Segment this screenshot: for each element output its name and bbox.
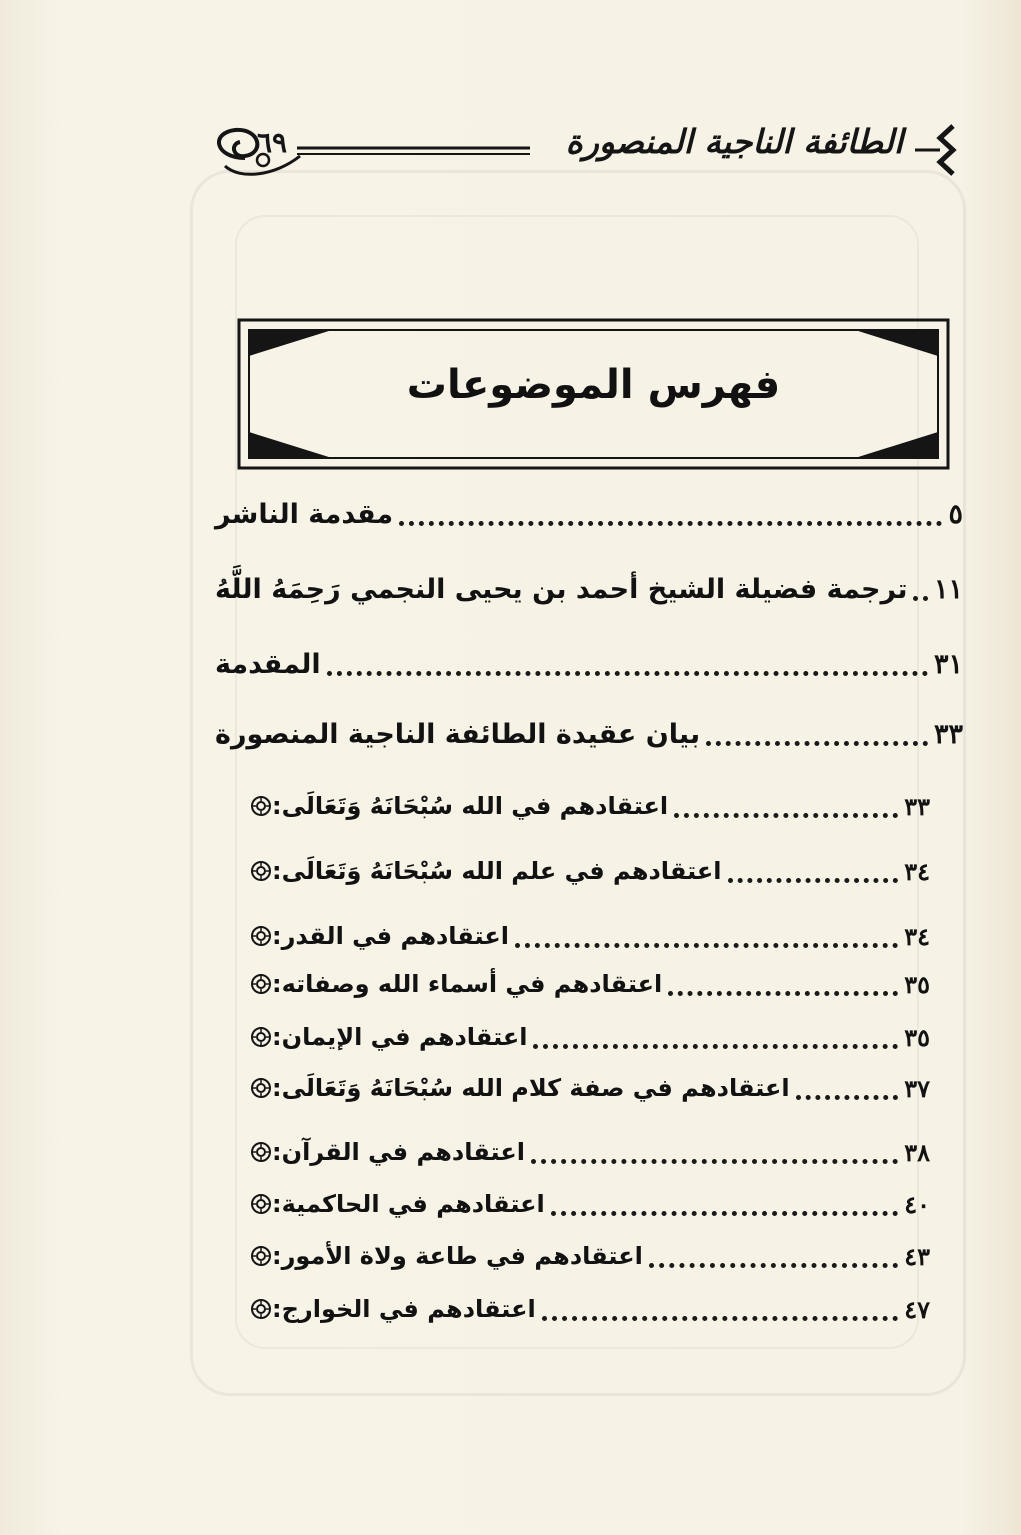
leader-dots (674, 783, 898, 818)
running-title: الطائفة الناجية المنصورة (565, 122, 903, 161)
flower-bullet-icon (250, 1245, 272, 1267)
toc-subentry-label: اعتقادهم في القدر: (272, 922, 509, 950)
toc-subentry-page: ٤٣ (904, 1241, 930, 1271)
toc-subentry-label: اعتقادهم في أسماء الله وصفاته: (272, 970, 663, 998)
toc-entry (215, 710, 963, 758)
toc-subentry (240, 1064, 930, 1112)
toc-subentry-page: ٣٤ (904, 921, 930, 951)
toc-subentry (240, 782, 930, 830)
leader-dots (531, 1129, 898, 1164)
toc-entry (215, 565, 963, 613)
toc-subentry-page: ٣٧ (904, 1073, 930, 1103)
toc-entry-label: مقدمة الناشر (215, 498, 394, 530)
toc-subentry-label: اعتقادهم في الخوارج: (272, 1295, 536, 1323)
toc-subentry-label: اعتقادهم في علم الله سُبْحَانَهُ وَتَعَالَى: (272, 857, 722, 885)
leader-dots (668, 961, 898, 996)
leader-dots (796, 1065, 899, 1100)
toc-subentry-page: ٣٤ (904, 856, 930, 886)
toc-entry (215, 640, 963, 688)
toc-entry-label: ترجمة فضيلة الشيخ أحمد بن يحيى النجمي رَحِمَهُ اللَّهُ (215, 573, 908, 605)
leader-dots (551, 1181, 898, 1216)
leader-dots (728, 848, 899, 883)
toc-entry-label: المقدمة (215, 648, 321, 680)
toc-entry-page: ٥ (948, 498, 963, 530)
flower-bullet-icon (250, 795, 272, 817)
toc-subentry-label: اعتقادهم في الإيمان: (272, 1023, 528, 1051)
toc-subentry-label: اعتقادهم في صفة كلام الله سُبْحَانَهُ وَتَعَالَى: (272, 1074, 790, 1102)
flower-bullet-icon (250, 1026, 272, 1048)
toc-subentry (240, 960, 930, 1008)
toc-subentry (240, 1013, 930, 1061)
toc-subentry (240, 1128, 930, 1176)
toc-subentry-label: اعتقادهم في الله سُبْحَانَهُ وَتَعَالَى: (272, 792, 669, 820)
toc-subentry-label: اعتقادهم في الحاكمية: (272, 1190, 545, 1218)
toc-subentry (240, 1180, 930, 1228)
flower-bullet-icon (250, 1077, 272, 1099)
toc-entry-label: بيان عقيدة الطائفة الناجية المنصورة (215, 718, 701, 750)
flower-bullet-icon (250, 1298, 272, 1320)
toc-subentry-page: ٣٨ (904, 1137, 930, 1167)
toc-subentry (240, 912, 930, 960)
toc-subentry (240, 847, 930, 895)
flower-bullet-icon (250, 925, 272, 947)
toc-subentry-page: ٤٠ (904, 1189, 930, 1219)
leader-dots (913, 566, 928, 601)
flower-bullet-icon (250, 860, 272, 882)
flower-bullet-icon (250, 1141, 272, 1163)
leader-dots (515, 913, 898, 948)
toc-subentry-label: اعتقادهم في طاعة ولاة الأمور: (272, 1242, 643, 1270)
toc-subentry-page: ٣٣ (904, 791, 930, 821)
toc-subentry (240, 1285, 930, 1333)
toc-subentry-label: اعتقادهم في القرآن: (272, 1138, 525, 1166)
toc-entry-page: ٣١ (933, 648, 963, 680)
toc-entry-page: ٣٣ (933, 718, 963, 750)
leader-dots (399, 491, 942, 526)
toc-subentry-page: ٤٧ (904, 1294, 930, 1324)
page-number: ٦٩ (257, 126, 288, 159)
page-title: فهرس الموضوعات (406, 362, 781, 408)
leader-dots (542, 1286, 899, 1321)
toc-subentry-page: ٣٥ (904, 1022, 930, 1052)
flower-bullet-icon (250, 1193, 272, 1215)
leader-dots (533, 1014, 898, 1049)
leader-dots (649, 1233, 898, 1268)
toc-subentry (240, 1232, 930, 1280)
toc-entry (215, 490, 963, 538)
toc-entry-page: ١١ (933, 573, 963, 605)
leader-dots (706, 711, 928, 746)
leader-dots (327, 641, 928, 676)
flower-bullet-icon (250, 973, 272, 995)
toc-subentry-page: ٣٥ (904, 969, 930, 999)
